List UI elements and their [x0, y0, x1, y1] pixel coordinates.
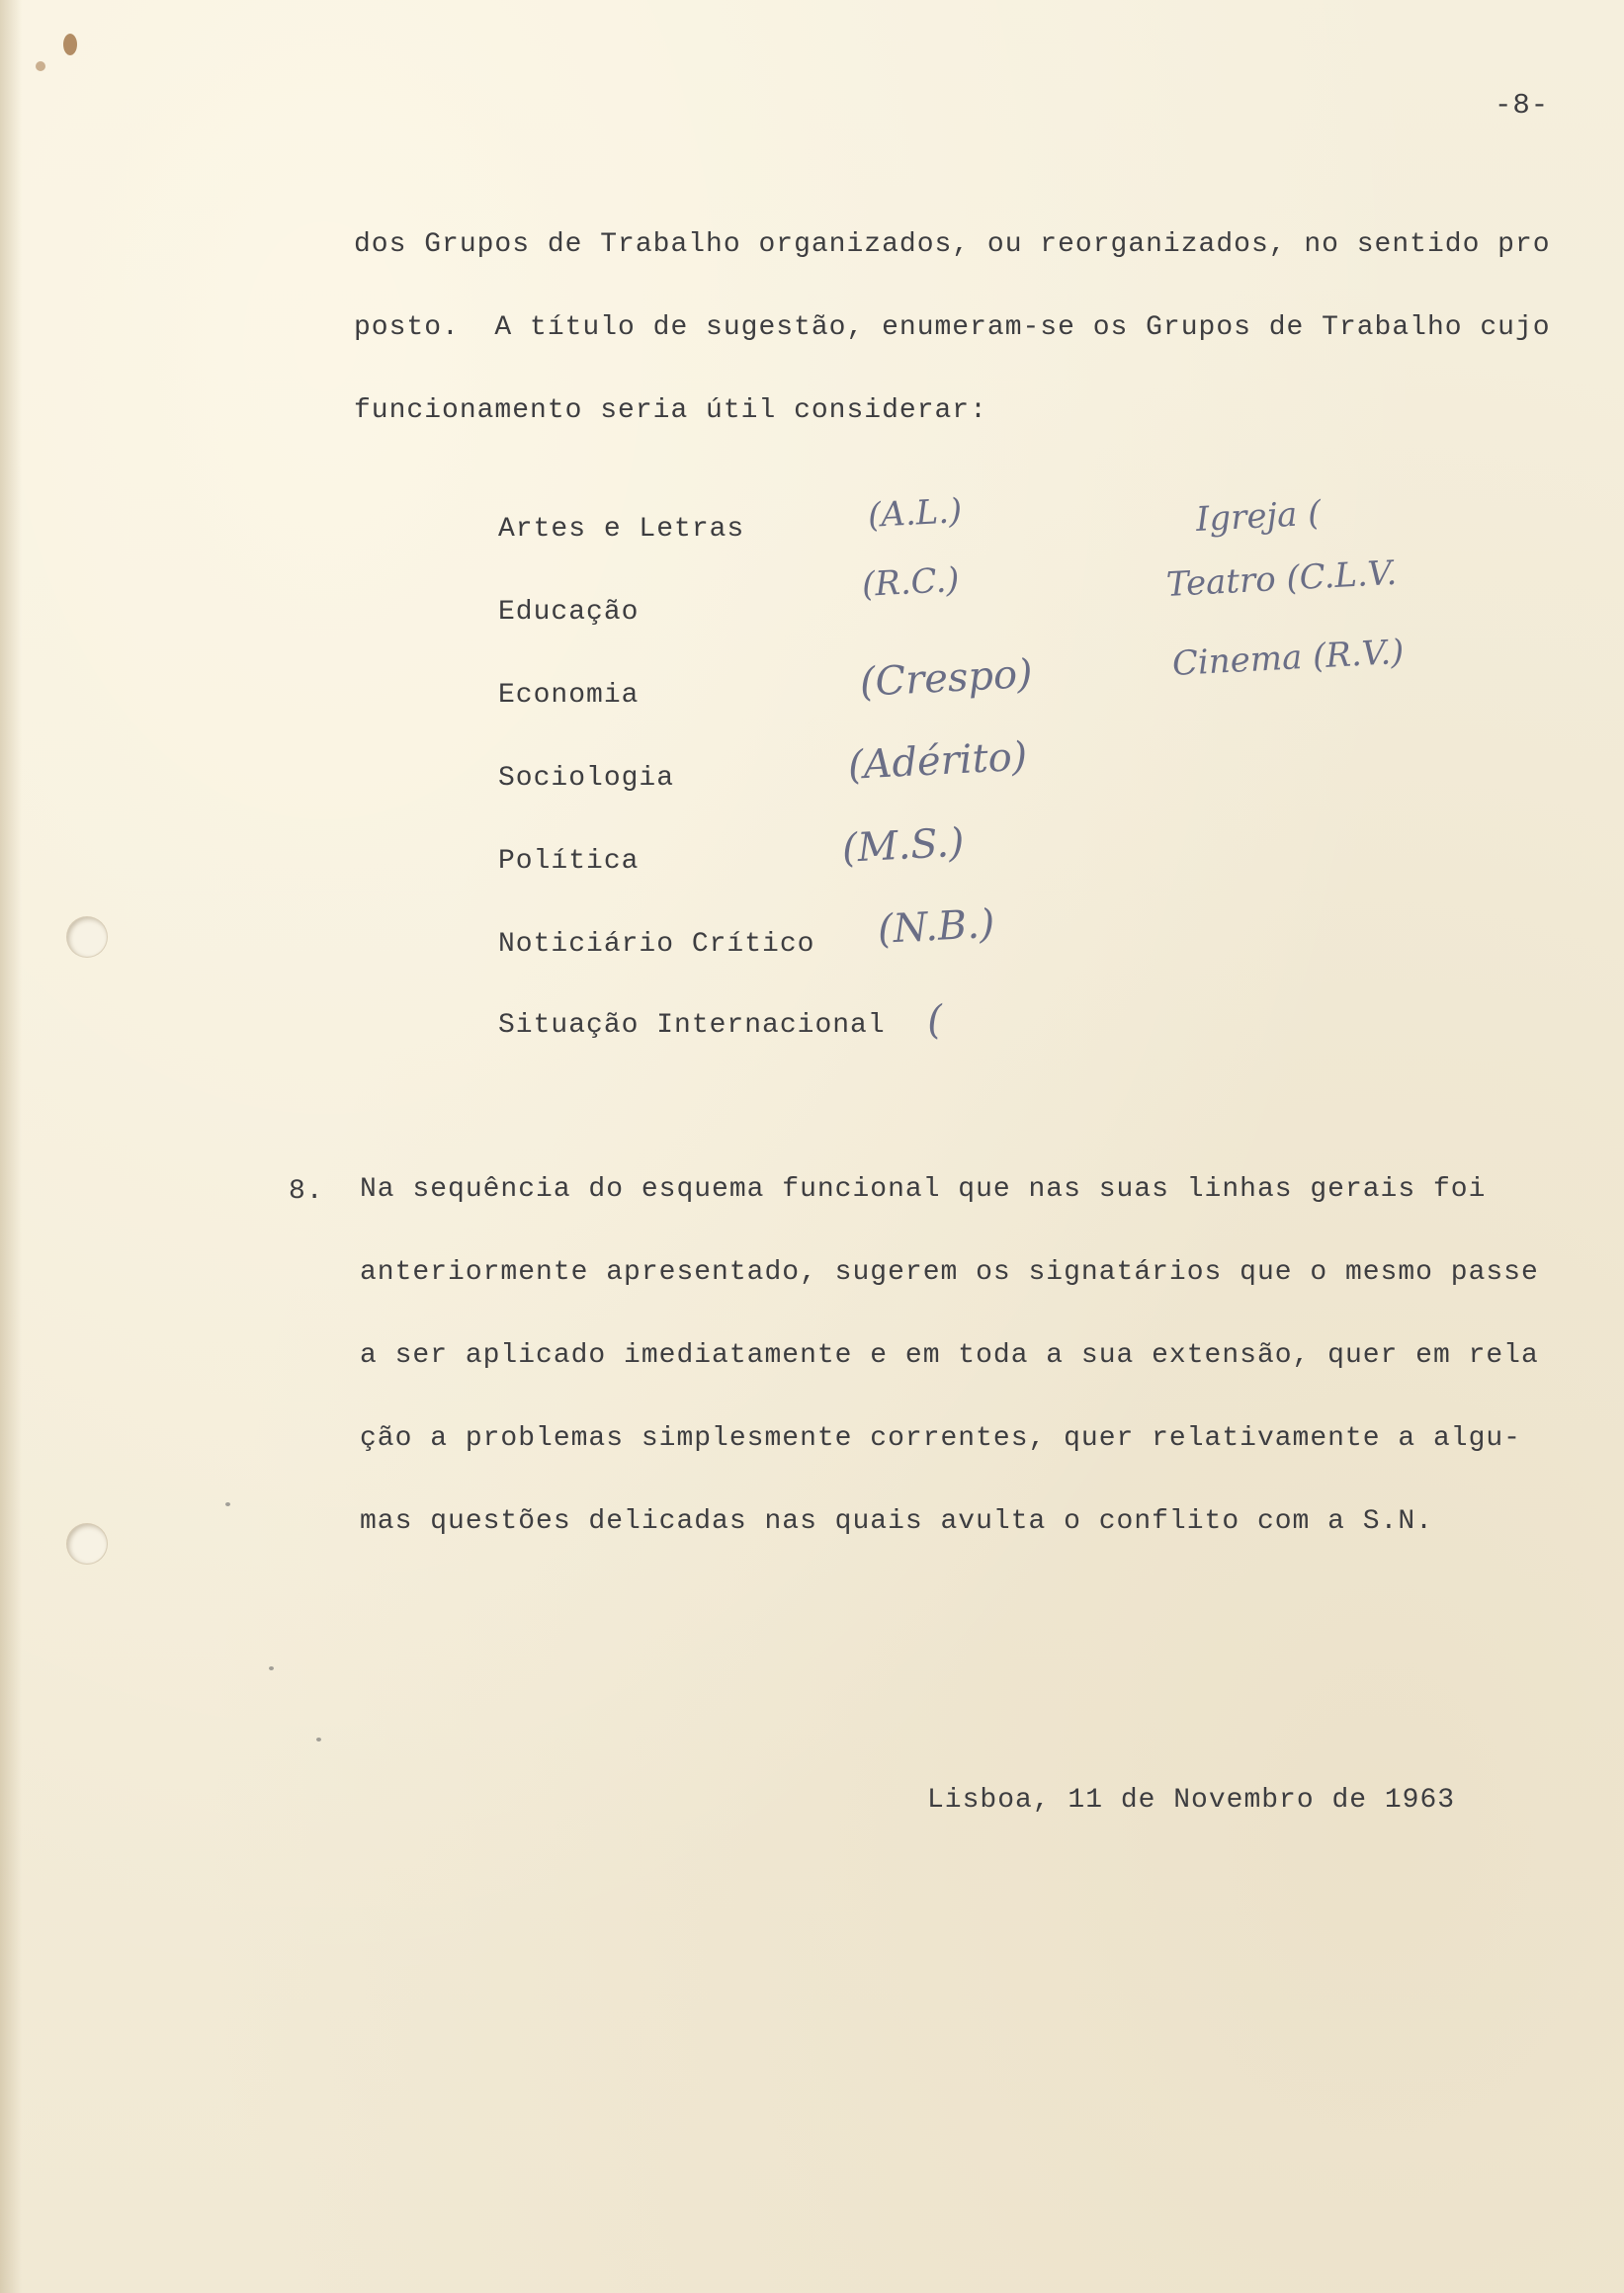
- section-line: anteriormente apresentado, sugerem os signatários que o mesmo passe: [360, 1257, 1539, 1288]
- section-line: a ser aplicado imediatamente e em toda a sua extensão, quer em rela: [360, 1340, 1539, 1371]
- handwritten-annotation: (N.B.): [876, 900, 996, 953]
- section-line: Na sequência do esquema funcional que nas suas linhas gerais foi: [360, 1174, 1487, 1205]
- handwritten-annotation: (R.C.): [860, 559, 961, 605]
- handwritten-annotation: (Crespo): [858, 650, 1034, 706]
- working-group-name: Sociologia: [498, 763, 675, 794]
- intro-line: funcionamento seria útil considerar:: [354, 395, 987, 426]
- speck: [316, 1738, 321, 1741]
- working-group-name: Economia: [498, 680, 640, 711]
- intro-line: dos Grupos de Trabalho organizados, ou reorganizados, no sentido pro: [354, 229, 1551, 260]
- page-number: -8-: [1495, 89, 1550, 122]
- margin-note: Igreja (: [1194, 493, 1323, 540]
- working-group-name: Artes e Letras: [498, 514, 745, 545]
- intro-line: posto. A título de sugestão, enumeram-se os Grupos de Trabalho cujo: [354, 312, 1551, 343]
- section-number: 8.: [289, 1176, 324, 1207]
- working-group-name: Educação: [498, 597, 640, 628]
- speck: [269, 1666, 274, 1670]
- speck: [225, 1502, 230, 1506]
- handwritten-annotation: (M.S.): [840, 819, 966, 872]
- handwritten-annotation: (A.L.): [866, 491, 964, 536]
- margin-note: Teatro (C.L.V.: [1164, 552, 1399, 605]
- rust-stain: [36, 61, 45, 71]
- rust-stain: [63, 34, 77, 55]
- section-line: ção a problemas simplesmente correntes, quer relativamente a algu-: [360, 1423, 1521, 1454]
- working-group-name: Noticiário Crítico: [498, 929, 815, 960]
- handwritten-annotation: (Adérito): [846, 733, 1029, 789]
- punch-hole-upper: [67, 917, 107, 957]
- signoff-date: Lisboa, 11 de Novembro de 1963: [927, 1785, 1456, 1816]
- margin-note: Cinema (R.V.): [1170, 632, 1406, 684]
- working-group-name: Situação Internacional: [498, 1010, 886, 1041]
- page-edge-shadow: [0, 0, 22, 2293]
- section-line: mas questões delicadas nas quais avulta o conflito com a S.N.: [360, 1506, 1433, 1537]
- working-group-name: Política: [498, 846, 640, 877]
- handwritten-annotation: (: [925, 997, 944, 1044]
- punch-hole-lower: [67, 1524, 107, 1564]
